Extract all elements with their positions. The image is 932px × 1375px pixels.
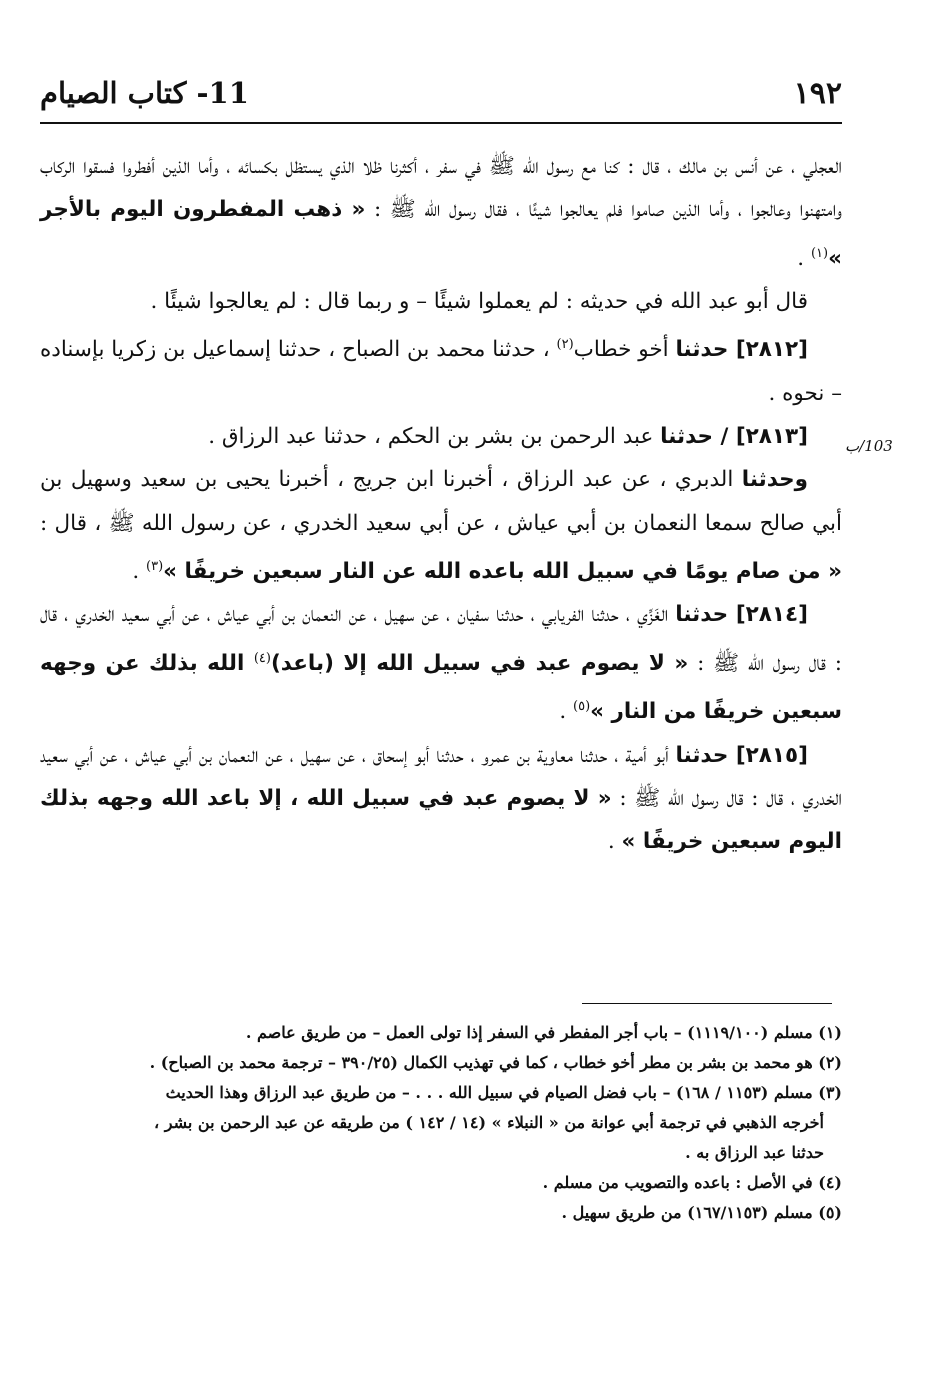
paragraph <box>40 145 842 280</box>
paragraph-end: . <box>132 559 147 585</box>
narration-opener: حدثنا <box>675 742 736 768</box>
main-text <box>40 145 842 864</box>
hadith-number: [٢٨١٣] / <box>720 424 808 450</box>
hadith-quote: الله بذلك عن وجهه سبعين خريفًا من النار » <box>40 650 842 725</box>
narration-opener: حدثنا <box>675 337 736 363</box>
footnote-ref: (٥) <box>573 699 591 715</box>
manuscript-folio-note: 103/ب <box>845 437 893 455</box>
narration-opener: حدثنا <box>660 424 721 450</box>
paragraph <box>40 280 842 323</box>
header-divider <box>40 122 842 124</box>
footnote-divider <box>582 1003 832 1004</box>
paragraph-text: الدبري ، عن عبد الرزاق ، أخبرنا ابن جريج ، أخبرنا يحيى بن سعيد وسهيل بن أبي صالح سمعا النعمان بن أبي عياش ، عن أبي سعيد الخدري ، عن رسول الله ﷺ ، قال : <box>40 467 842 536</box>
paragraph-text: قال أبو عبد الله في حديثه : لم يعملوا شيئًا – و ربما قال : لم يعالجوا شيئًا . <box>150 289 808 315</box>
footnote: (٥) مسلم (١٦٧/١١٥٣) من طريق سهيل . <box>561 1203 842 1222</box>
paragraph-text: عبد الرحمن بن بشر بن الحكم ، حدثنا عبد الرزاق . <box>208 424 661 450</box>
page-number: ١٩٢ <box>793 75 842 111</box>
paragraph-end: . <box>797 245 811 271</box>
paragraph-text: العجلي ، عن أنس بن مالك ، قال : كنا مع رسول الله ﷺ في سفر ، أكثرنا ظلا الذي يستظل بكسائه ، وأما الذين أفطروا فسقوا الركاب وامتهنوا وعالجوا ، وأما الذين صاموا فلم يعالجوا شيئًا ، فقال رسول الله ﷺ : <box>40 154 842 223</box>
paragraph-text: ، حدثنا محمد بن الصباح ، حدثنا إسماعيل بن زكريا بإسناده – نحوه . <box>40 337 842 406</box>
narration-opener: حدثنا <box>675 602 736 628</box>
footnote-continuation: أخرجه الذهبي في ترجمة أبي عوانة من « النبلاء » (١٤ / ١٤٢ ) من طريقه عن عبد الرحمن بن بشر ، <box>154 1113 824 1132</box>
paragraph-end: . <box>559 699 574 725</box>
hadith-2814 <box>40 593 842 733</box>
footnote-ref: (٢) <box>556 337 574 353</box>
hadith-number: [٢٨١٢] <box>735 337 808 363</box>
hadith-2813 <box>40 415 842 458</box>
hadith-quote: « من صام يومًا في سبيل الله باعده الله عن النار سبعين خريفًا » <box>163 559 842 585</box>
hadith-quote: « لا يصوم عبد في سبيل الله إلا (باعد) <box>270 650 689 676</box>
hadith-quote: « لا يصوم عبد في سبيل الله ، إلا باعد الله وجهه بذلك اليوم سبعين خريفًا » <box>40 785 842 855</box>
footnote-ref: (٣) <box>146 558 164 574</box>
paragraph-text: أبو أمية ، حدثنا معاوية بن عمرو ، حدثنا أبو إسحاق ، عن سهيل ، عن النعمان بن أبي عياش ، عن أبي سعيد الخدري ، قال : قال رسول الله ﷺ : <box>40 742 842 811</box>
page-header <box>40 68 842 118</box>
footnote: (١) مسلم (١١١٩/١٠٠) – باب أجر المفطر في السفر إذا تولى العمل – من طريق عاصم . <box>245 1023 842 1042</box>
narration-opener: وحدثنا <box>741 467 808 493</box>
hadith-quote: « ذهب المفطرون اليوم بالأجر » <box>40 197 842 271</box>
paragraph-end: . <box>607 829 622 855</box>
paragraph-text: الغَزِّي ، حدثنا الفريابي ، حدثنا سفيان ، عن سهيل ، عن النعمان بن أبي عياش ، عن أبي سعيد الخدري ، قال : قال رسول الله ﷺ : <box>40 602 842 676</box>
footnote-ref: (١) <box>810 245 829 261</box>
footnote-continuation: حدثنا عبد الرزاق به . <box>685 1143 824 1162</box>
hadith-2815 <box>40 734 842 864</box>
footnote: (٢) هو محمد بن بشر بن مطر أخو خطاب ، كما في تهذيب الكمال (٣٩٠/٢٥ – ترجمة محمد بن الصباح) . <box>149 1053 842 1072</box>
footnote-ref: (٤) <box>253 650 271 666</box>
footnote: (٤) في الأصل : باعده والتصويب من مسلم . <box>542 1173 842 1192</box>
paragraph <box>40 458 842 593</box>
chapter-title: 11- كتاب الصيام <box>40 76 249 110</box>
footnotes <box>40 1018 842 1228</box>
paragraph-text: أخو خطاب <box>573 337 676 363</box>
hadith-2812 <box>40 323 842 415</box>
hadith-number: [٢٨١٤] <box>735 602 808 628</box>
footnote: (٣) مسلم (١١٥٣ / ١٦٨) – باب فضل الصيام في سبيل الله . . . – من طريق عبد الرزاق وهذا الحديث <box>165 1083 842 1102</box>
hadith-number: [٢٨١٥] <box>735 742 808 768</box>
